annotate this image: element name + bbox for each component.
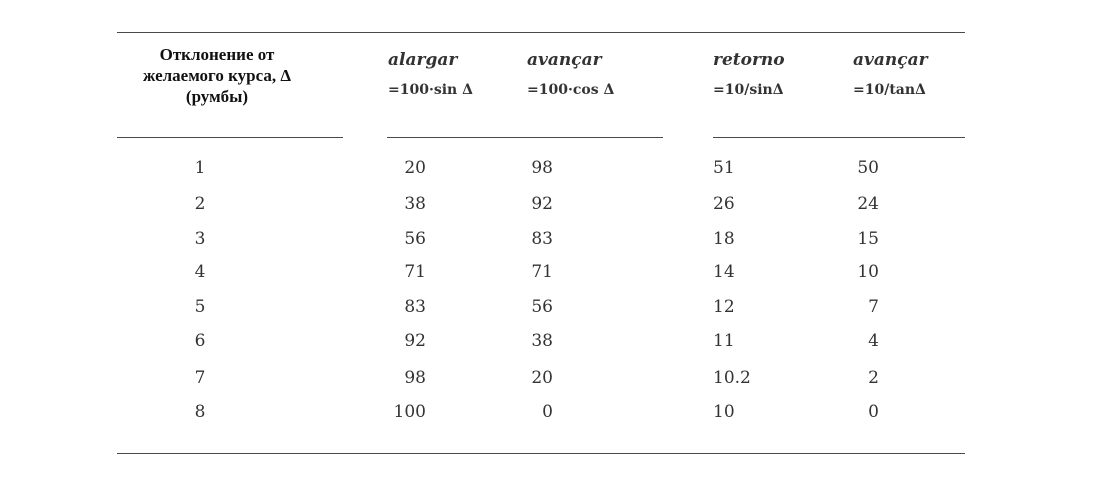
cell-avancar-tan: 15 [857,229,879,249]
cell-deviation: 7 [194,368,206,388]
cell-deviation: 4 [194,262,206,282]
cell-alargar: 20 [404,158,426,178]
header-avancar-cos [527,50,614,100]
cell-retorno: 10 [713,402,735,422]
cell-avancar-cos: 56 [531,297,553,317]
cell-avancar-tan: 10 [857,262,879,282]
header-retorno-formula: =10/sinΔ [713,82,784,98]
cell-retorno: 10.2 [713,368,751,388]
cell-avancar-tan: 7 [868,297,879,317]
cell-alargar: 38 [404,194,426,214]
header-deviation-line-1: Отклонение от [159,45,275,64]
table-top-rule [117,32,965,33]
cell-deviation: 8 [194,402,206,422]
header-avancar-cos-title: avançar [527,50,602,70]
cell-alargar: 83 [404,297,426,317]
header-rule-sin-cos [387,137,663,138]
cell-deviation: 3 [194,229,206,249]
cell-alargar: 98 [404,368,426,388]
header-alargar-title: alargar [388,50,458,70]
header-avancar-tan [853,50,928,100]
cell-avancar-cos: 71 [531,262,553,282]
cell-deviation: 5 [194,297,206,317]
header-alargar [388,50,473,100]
header-retorno [713,50,785,100]
cell-retorno: 12 [713,297,735,317]
cell-avancar-cos: 0 [542,402,553,422]
cell-alargar: 56 [404,229,426,249]
cell-retorno: 51 [713,158,735,178]
header-deviation-line-3: (румбы) [185,87,249,106]
table-bottom-rule [117,453,965,454]
cell-avancar-tan: 0 [868,402,879,422]
cell-retorno: 11 [713,331,735,351]
cell-deviation: 6 [194,331,206,351]
header-rule-deviation [117,137,343,138]
cell-avancar-cos: 83 [531,229,553,249]
header-alargar-formula: =100·sin Δ [388,82,473,98]
cell-deviation: 2 [194,194,206,214]
cell-alargar: 92 [404,331,426,351]
cell-avancar-cos: 98 [531,158,553,178]
cell-alargar: 71 [404,262,426,282]
cell-retorno: 14 [713,262,735,282]
cell-avancar-tan: 50 [857,158,879,178]
cell-avancar-cos: 92 [531,194,553,214]
cell-alargar: 100 [393,402,426,422]
cell-avancar-tan: 24 [857,194,879,214]
cell-avancar-tan: 2 [868,368,879,388]
header-avancar-tan-formula: =10/tanΔ [853,82,926,98]
cell-avancar-tan: 4 [868,331,879,351]
cell-deviation: 1 [194,158,206,178]
cell-avancar-cos: 38 [531,331,553,351]
header-avancar-tan-title: avançar [853,50,928,70]
cell-retorno: 26 [713,194,735,214]
header-deviation-line-2: желаемого курса, Δ [142,66,292,85]
header-deviation [117,44,317,107]
header-retorno-title: retorno [713,50,785,70]
cell-avancar-cos: 20 [531,368,553,388]
header-avancar-cos-formula: =100·cos Δ [527,82,615,98]
header-rule-return [713,137,965,138]
cell-retorno: 18 [713,229,735,249]
